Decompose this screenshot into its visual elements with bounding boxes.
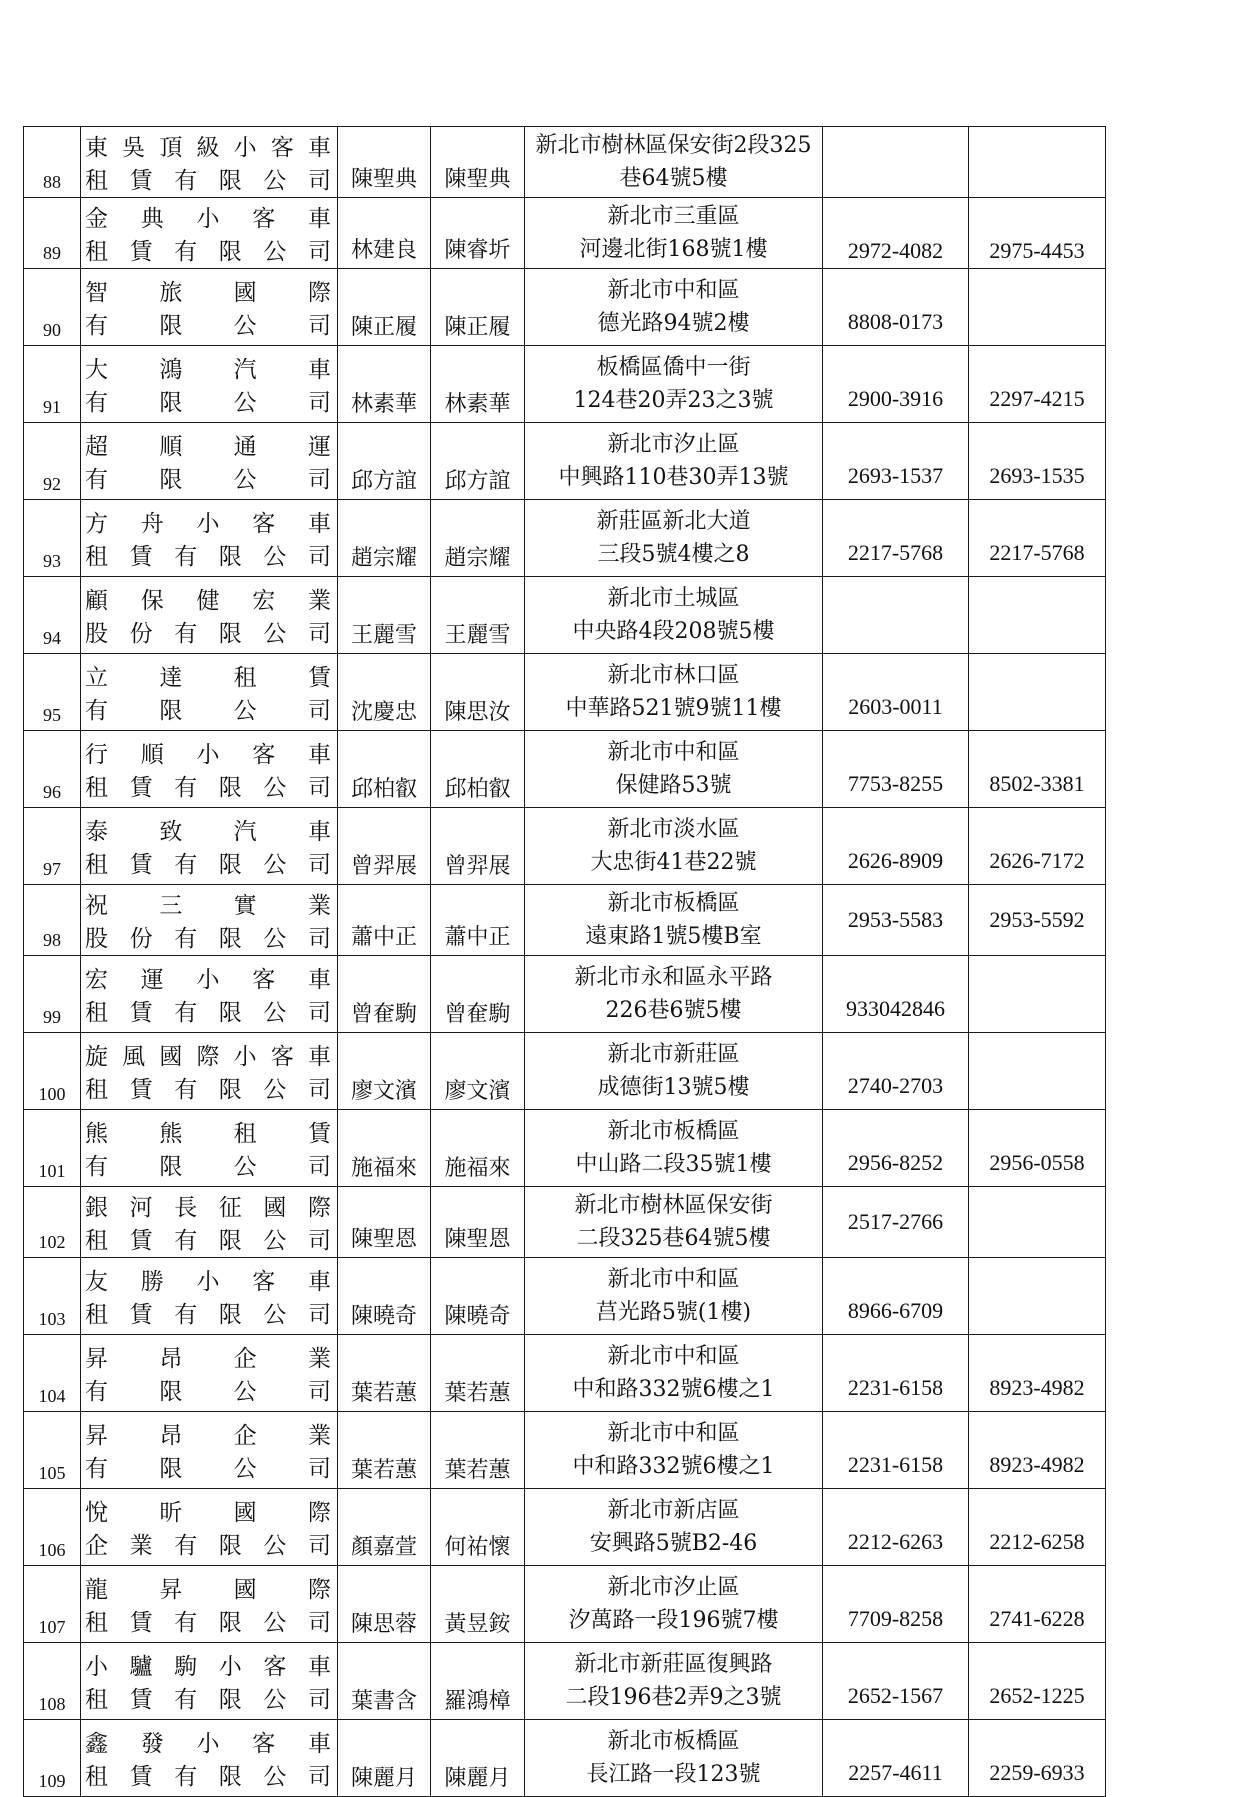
company-name-line: 企 業 有 限 公 司	[85, 1533, 331, 1559]
address-line: 新北市林口區	[607, 663, 740, 688]
company-name	[81, 1566, 338, 1643]
representative: 王麗雪	[338, 577, 431, 654]
address-line: 新北市淡水區	[607, 817, 740, 842]
table-row	[24, 127, 1106, 198]
row-number: 95	[24, 654, 81, 731]
company-name-line: 祝 三 實 業	[85, 893, 331, 919]
address-line: 新北市土城區	[607, 586, 740, 611]
table-row	[24, 885, 1106, 956]
address	[525, 1720, 823, 1797]
company-name-line: 租 賃 有 限 公 司	[85, 1000, 331, 1026]
address	[525, 1566, 823, 1643]
address-line: 中華路521號9號11樓	[565, 696, 782, 721]
fax	[969, 1033, 1106, 1110]
address-line: 安興路5號B2-46	[589, 1531, 758, 1556]
fax: 2693-1535	[969, 423, 1106, 500]
telephone: 2740-2703	[823, 1033, 969, 1110]
contact-person: 曾羿展	[431, 808, 525, 885]
address-line: 新北市中和區	[607, 1421, 740, 1446]
address-line: 新北市板橋區	[607, 1119, 740, 1144]
address	[525, 127, 823, 198]
table-row	[24, 808, 1106, 885]
company-name-line: 有 限 公 司	[85, 698, 331, 724]
representative: 葉若蕙	[338, 1335, 431, 1412]
address	[525, 885, 823, 956]
company-name-line: 租 賃 有 限 公 司	[85, 1077, 331, 1103]
table-row	[24, 1412, 1106, 1489]
company-name	[81, 885, 338, 956]
company-name-line: 旋 風 國 際 小 客 車	[85, 1044, 331, 1070]
address	[525, 1643, 823, 1720]
contact-person: 邱方誼	[431, 423, 525, 500]
address	[525, 1258, 823, 1335]
fax	[969, 654, 1106, 731]
fax	[969, 1187, 1106, 1258]
telephone: 2652-1567	[823, 1643, 969, 1720]
row-number: 92	[24, 423, 81, 500]
company-name	[81, 1412, 338, 1489]
telephone: 2953-5583	[823, 885, 969, 956]
address-line: 中和路332號6樓之1	[572, 1454, 775, 1479]
contact-person: 羅鴻樟	[431, 1643, 525, 1720]
fax: 2975-4453	[969, 198, 1106, 269]
representative: 沈慶忠	[338, 654, 431, 731]
telephone: 2626-8909	[823, 808, 969, 885]
table-row	[24, 1258, 1106, 1335]
contact-person: 陳睿圻	[431, 198, 525, 269]
company-name-line: 行 順 小 客 車	[85, 742, 331, 768]
table-body	[24, 127, 1106, 1797]
table-row	[24, 731, 1106, 808]
company-name	[81, 731, 338, 808]
representative: 施福來	[338, 1110, 431, 1187]
fax	[969, 127, 1106, 198]
address-line: 汐萬路一段196號7樓	[568, 1608, 779, 1633]
row-number: 94	[24, 577, 81, 654]
company-name-line: 昇 昂 企 業	[85, 1346, 331, 1372]
address	[525, 269, 823, 346]
address-line: 新北市三重區	[607, 204, 740, 229]
contact-person: 蕭中正	[431, 885, 525, 956]
telephone: 2693-1537	[823, 423, 969, 500]
representative: 林建良	[338, 198, 431, 269]
fax: 2217-5768	[969, 500, 1106, 577]
company-name-line: 股 份 有 限 公 司	[85, 926, 331, 952]
table-row	[24, 1335, 1106, 1412]
company-name-line: 東 吳 頂 級 小 客 車	[85, 135, 331, 161]
company-name	[81, 808, 338, 885]
fax: 8923-4982	[969, 1412, 1106, 1489]
contact-person: 何祐懷	[431, 1489, 525, 1566]
telephone: 2517-2766	[823, 1187, 969, 1258]
table-row	[24, 1033, 1106, 1110]
address-line: 新北市新莊區復興路	[574, 1652, 773, 1677]
address	[525, 500, 823, 577]
contact-person: 葉若蕙	[431, 1335, 525, 1412]
address-line: 新北市新莊區	[607, 1042, 740, 1067]
row-number: 90	[24, 269, 81, 346]
company-name-line: 悅 昕 國 際	[85, 1500, 331, 1526]
representative: 陳曉奇	[338, 1258, 431, 1335]
fax: 8502-3381	[969, 731, 1106, 808]
company-name	[81, 956, 338, 1033]
representative: 葉若蕙	[338, 1412, 431, 1489]
company-name	[81, 198, 338, 269]
company-name-line: 立 達 租 賃	[85, 665, 331, 691]
row-number: 100	[24, 1033, 81, 1110]
address	[525, 731, 823, 808]
row-number: 107	[24, 1566, 81, 1643]
company-name-line: 鑫 發 小 客 車	[85, 1731, 331, 1757]
address-line: 巷64號5樓	[619, 166, 728, 191]
company-name-line: 方 舟 小 客 車	[85, 511, 331, 537]
company-name-line: 有 限 公 司	[85, 313, 331, 339]
company-name-line: 租 賃 有 限 公 司	[85, 168, 331, 194]
table-row	[24, 346, 1106, 423]
address-line: 新北市汐止區	[607, 1575, 740, 1600]
address	[525, 1033, 823, 1110]
row-number: 108	[24, 1643, 81, 1720]
company-name-line: 租 賃 有 限 公 司	[85, 544, 331, 570]
address-line: 新北市永和區永平路	[574, 965, 773, 990]
company-name-line: 租 賃 有 限 公 司	[85, 239, 331, 265]
company-name-line: 銀 河 長 征 國 際	[85, 1195, 331, 1221]
telephone: 2231-6158	[823, 1335, 969, 1412]
representative: 蕭中正	[338, 885, 431, 956]
telephone: 2900-3916	[823, 346, 969, 423]
address-line: 長江路一段123號	[586, 1762, 761, 1787]
company-name-line: 股 份 有 限 公 司	[85, 621, 331, 647]
fax: 2626-7172	[969, 808, 1106, 885]
table-row	[24, 1643, 1106, 1720]
address	[525, 956, 823, 1033]
contact-person: 王麗雪	[431, 577, 525, 654]
company-name-line: 智 旅 國 際	[85, 280, 331, 306]
company-name	[81, 346, 338, 423]
row-number: 88	[24, 127, 81, 198]
fax: 2741-6228	[969, 1566, 1106, 1643]
address-line: 新莊區新北大道	[596, 509, 751, 534]
row-number: 96	[24, 731, 81, 808]
address-line: 保健路53號	[615, 773, 732, 798]
company-name-line: 有 限 公 司	[85, 1379, 331, 1405]
representative: 陳聖恩	[338, 1187, 431, 1258]
address-line: 板橋區僑中一街	[596, 355, 751, 380]
table-row	[24, 1489, 1106, 1566]
company-name-line: 龍 昇 國 際	[85, 1577, 331, 1603]
contact-person: 陳聖恩	[431, 1187, 525, 1258]
address	[525, 346, 823, 423]
company-name-line: 昇 昂 企 業	[85, 1423, 331, 1449]
company-name-line: 小 驢 駒 小 客 車	[85, 1654, 331, 1680]
telephone	[823, 577, 969, 654]
address-line: 中山路二段35號1樓	[575, 1152, 772, 1177]
company-name	[81, 500, 338, 577]
table-row	[24, 956, 1106, 1033]
fax: 8923-4982	[969, 1335, 1106, 1412]
address	[525, 198, 823, 269]
address-line: 新北市樹林區保安街	[574, 1193, 773, 1218]
representative: 邱方誼	[338, 423, 431, 500]
address-line: 遠東路1號5樓B室	[585, 924, 762, 949]
table-row	[24, 1187, 1106, 1258]
address-line: 成德街13號5樓	[597, 1075, 750, 1100]
company-name-line: 有 限 公 司	[85, 390, 331, 416]
contact-person: 趙宗耀	[431, 500, 525, 577]
telephone: 8966-6709	[823, 1258, 969, 1335]
company-name-line: 租 賃 有 限 公 司	[85, 1610, 331, 1636]
company-name	[81, 1335, 338, 1412]
table-row	[24, 1720, 1106, 1797]
row-number: 99	[24, 956, 81, 1033]
address-line: 新北市板橋區	[607, 1729, 740, 1754]
address-line: 新北市中和區	[607, 278, 740, 303]
fax: 2212-6258	[969, 1489, 1106, 1566]
company-name	[81, 127, 338, 198]
company-name-line: 熊 熊 租 賃	[85, 1121, 331, 1147]
address-line: 新北市樹林區保安街2段325	[535, 133, 812, 158]
company-name	[81, 1033, 338, 1110]
address	[525, 1110, 823, 1187]
company-name-line: 有 限 公 司	[85, 1456, 331, 1482]
row-number: 103	[24, 1258, 81, 1335]
telephone: 2972-4082	[823, 198, 969, 269]
address-line: 河邊北街168號1樓	[579, 237, 768, 262]
telephone: 2257-4611	[823, 1720, 969, 1797]
address-line: 226巷6號5樓	[605, 998, 742, 1023]
fax	[969, 269, 1106, 346]
representative: 陳正履	[338, 269, 431, 346]
telephone: 2231-6158	[823, 1412, 969, 1489]
row-number: 101	[24, 1110, 81, 1187]
row-number: 91	[24, 346, 81, 423]
fax: 2956-0558	[969, 1110, 1106, 1187]
table-row	[24, 1566, 1106, 1643]
company-name-line: 有 限 公 司	[85, 467, 331, 493]
representative: 趙宗耀	[338, 500, 431, 577]
company-name	[81, 577, 338, 654]
fax	[969, 956, 1106, 1033]
address-line: 中興路110巷30弄13號	[558, 465, 789, 490]
representative: 陳麗月	[338, 1720, 431, 1797]
table-row	[24, 198, 1106, 269]
company-name-line: 租 賃 有 限 公 司	[85, 852, 331, 878]
company-name-line: 租 賃 有 限 公 司	[85, 1687, 331, 1713]
telephone: 8808-0173	[823, 269, 969, 346]
fax: 2259-6933	[969, 1720, 1106, 1797]
telephone: 7753-8255	[823, 731, 969, 808]
representative: 曾羿展	[338, 808, 431, 885]
company-name-line: 泰 致 汽 車	[85, 819, 331, 845]
address	[525, 1187, 823, 1258]
row-number: 104	[24, 1335, 81, 1412]
contact-person: 葉若蕙	[431, 1412, 525, 1489]
row-number: 109	[24, 1720, 81, 1797]
address-line: 新北市汐止區	[607, 432, 740, 457]
company-name	[81, 1258, 338, 1335]
table-row	[24, 500, 1106, 577]
telephone	[823, 127, 969, 198]
company-name	[81, 1643, 338, 1720]
address-line: 新北市中和區	[607, 1267, 740, 1292]
address-line: 大忠街41巷22號	[590, 850, 757, 875]
address-line: 中和路332號6樓之1	[572, 1377, 775, 1402]
company-name	[81, 654, 338, 731]
contact-person: 陳思汝	[431, 654, 525, 731]
row-number: 93	[24, 500, 81, 577]
company-name-line: 租 賃 有 限 公 司	[85, 1764, 331, 1790]
company-name-line: 金 典 小 客 車	[85, 206, 331, 232]
address-line: 新北市新店區	[607, 1498, 740, 1523]
address-line: 二段196巷2弄9之3號	[565, 1685, 782, 1710]
table-row	[24, 269, 1106, 346]
address	[525, 577, 823, 654]
fax	[969, 1258, 1106, 1335]
company-name	[81, 1110, 338, 1187]
representative: 葉書含	[338, 1643, 431, 1720]
company-table	[23, 126, 1106, 1797]
address	[525, 423, 823, 500]
contact-person: 廖文濱	[431, 1033, 525, 1110]
company-name	[81, 423, 338, 500]
telephone: 2212-6263	[823, 1489, 969, 1566]
address-line: 124巷20弄23之3號	[573, 388, 774, 413]
company-name-line: 租 賃 有 限 公 司	[85, 775, 331, 801]
company-name-line: 超 順 通 運	[85, 434, 331, 460]
address-line: 新北市中和區	[607, 740, 740, 765]
company-name-line: 有 限 公 司	[85, 1154, 331, 1180]
company-name-line: 宏 運 小 客 車	[85, 967, 331, 993]
company-name-line: 顧 保 健 宏 業	[85, 588, 331, 614]
representative: 顏嘉萱	[338, 1489, 431, 1566]
address	[525, 1489, 823, 1566]
representative: 陳思蓉	[338, 1566, 431, 1643]
address-line: 中央路4段208號5樓	[572, 619, 775, 644]
fax	[969, 577, 1106, 654]
row-number: 106	[24, 1489, 81, 1566]
contact-person: 陳曉奇	[431, 1258, 525, 1335]
table-row	[24, 577, 1106, 654]
representative: 邱柏叡	[338, 731, 431, 808]
company-name	[81, 1489, 338, 1566]
representative: 林素華	[338, 346, 431, 423]
address-line: 莒光路5號(1樓)	[595, 1300, 752, 1325]
fax: 2297-4215	[969, 346, 1106, 423]
address-line: 三段5號4樓之8	[597, 542, 750, 567]
contact-person: 陳正履	[431, 269, 525, 346]
fax: 2953-5592	[969, 885, 1106, 956]
company-name	[81, 1187, 338, 1258]
address-line: 新北市板橋區	[607, 891, 740, 916]
contact-person: 施福來	[431, 1110, 525, 1187]
contact-person: 林素華	[431, 346, 525, 423]
company-name-line: 大 鴻 汽 車	[85, 357, 331, 383]
company-name-line: 租 賃 有 限 公 司	[85, 1228, 331, 1254]
address	[525, 1412, 823, 1489]
table-row	[24, 1110, 1106, 1187]
telephone: 2956-8252	[823, 1110, 969, 1187]
table-row	[24, 654, 1106, 731]
telephone: 933042846	[823, 956, 969, 1033]
row-number: 97	[24, 808, 81, 885]
telephone: 7709-8258	[823, 1566, 969, 1643]
telephone: 2217-5768	[823, 500, 969, 577]
representative: 曾奞駒	[338, 956, 431, 1033]
table-row	[24, 423, 1106, 500]
contact-person: 陳聖典	[431, 127, 525, 198]
telephone: 2603-0011	[823, 654, 969, 731]
contact-person: 曾奞駒	[431, 956, 525, 1033]
address-line: 二段325巷64號5樓	[576, 1226, 771, 1251]
company-name	[81, 269, 338, 346]
fax: 2652-1225	[969, 1643, 1106, 1720]
row-number: 105	[24, 1412, 81, 1489]
address	[525, 808, 823, 885]
contact-person: 邱柏叡	[431, 731, 525, 808]
representative: 廖文濱	[338, 1033, 431, 1110]
contact-person: 陳麗月	[431, 1720, 525, 1797]
address-line: 新北市中和區	[607, 1344, 740, 1369]
company-name-line: 友 勝 小 客 車	[85, 1269, 331, 1295]
representative: 陳聖典	[338, 127, 431, 198]
contact-person: 黃昱銨	[431, 1566, 525, 1643]
address	[525, 1335, 823, 1412]
company-name	[81, 1720, 338, 1797]
address-line: 德光路94號2樓	[597, 311, 750, 336]
row-number: 89	[24, 198, 81, 269]
address	[525, 654, 823, 731]
company-name-line: 租 賃 有 限 公 司	[85, 1302, 331, 1328]
row-number: 102	[24, 1187, 81, 1258]
row-number: 98	[24, 885, 81, 956]
